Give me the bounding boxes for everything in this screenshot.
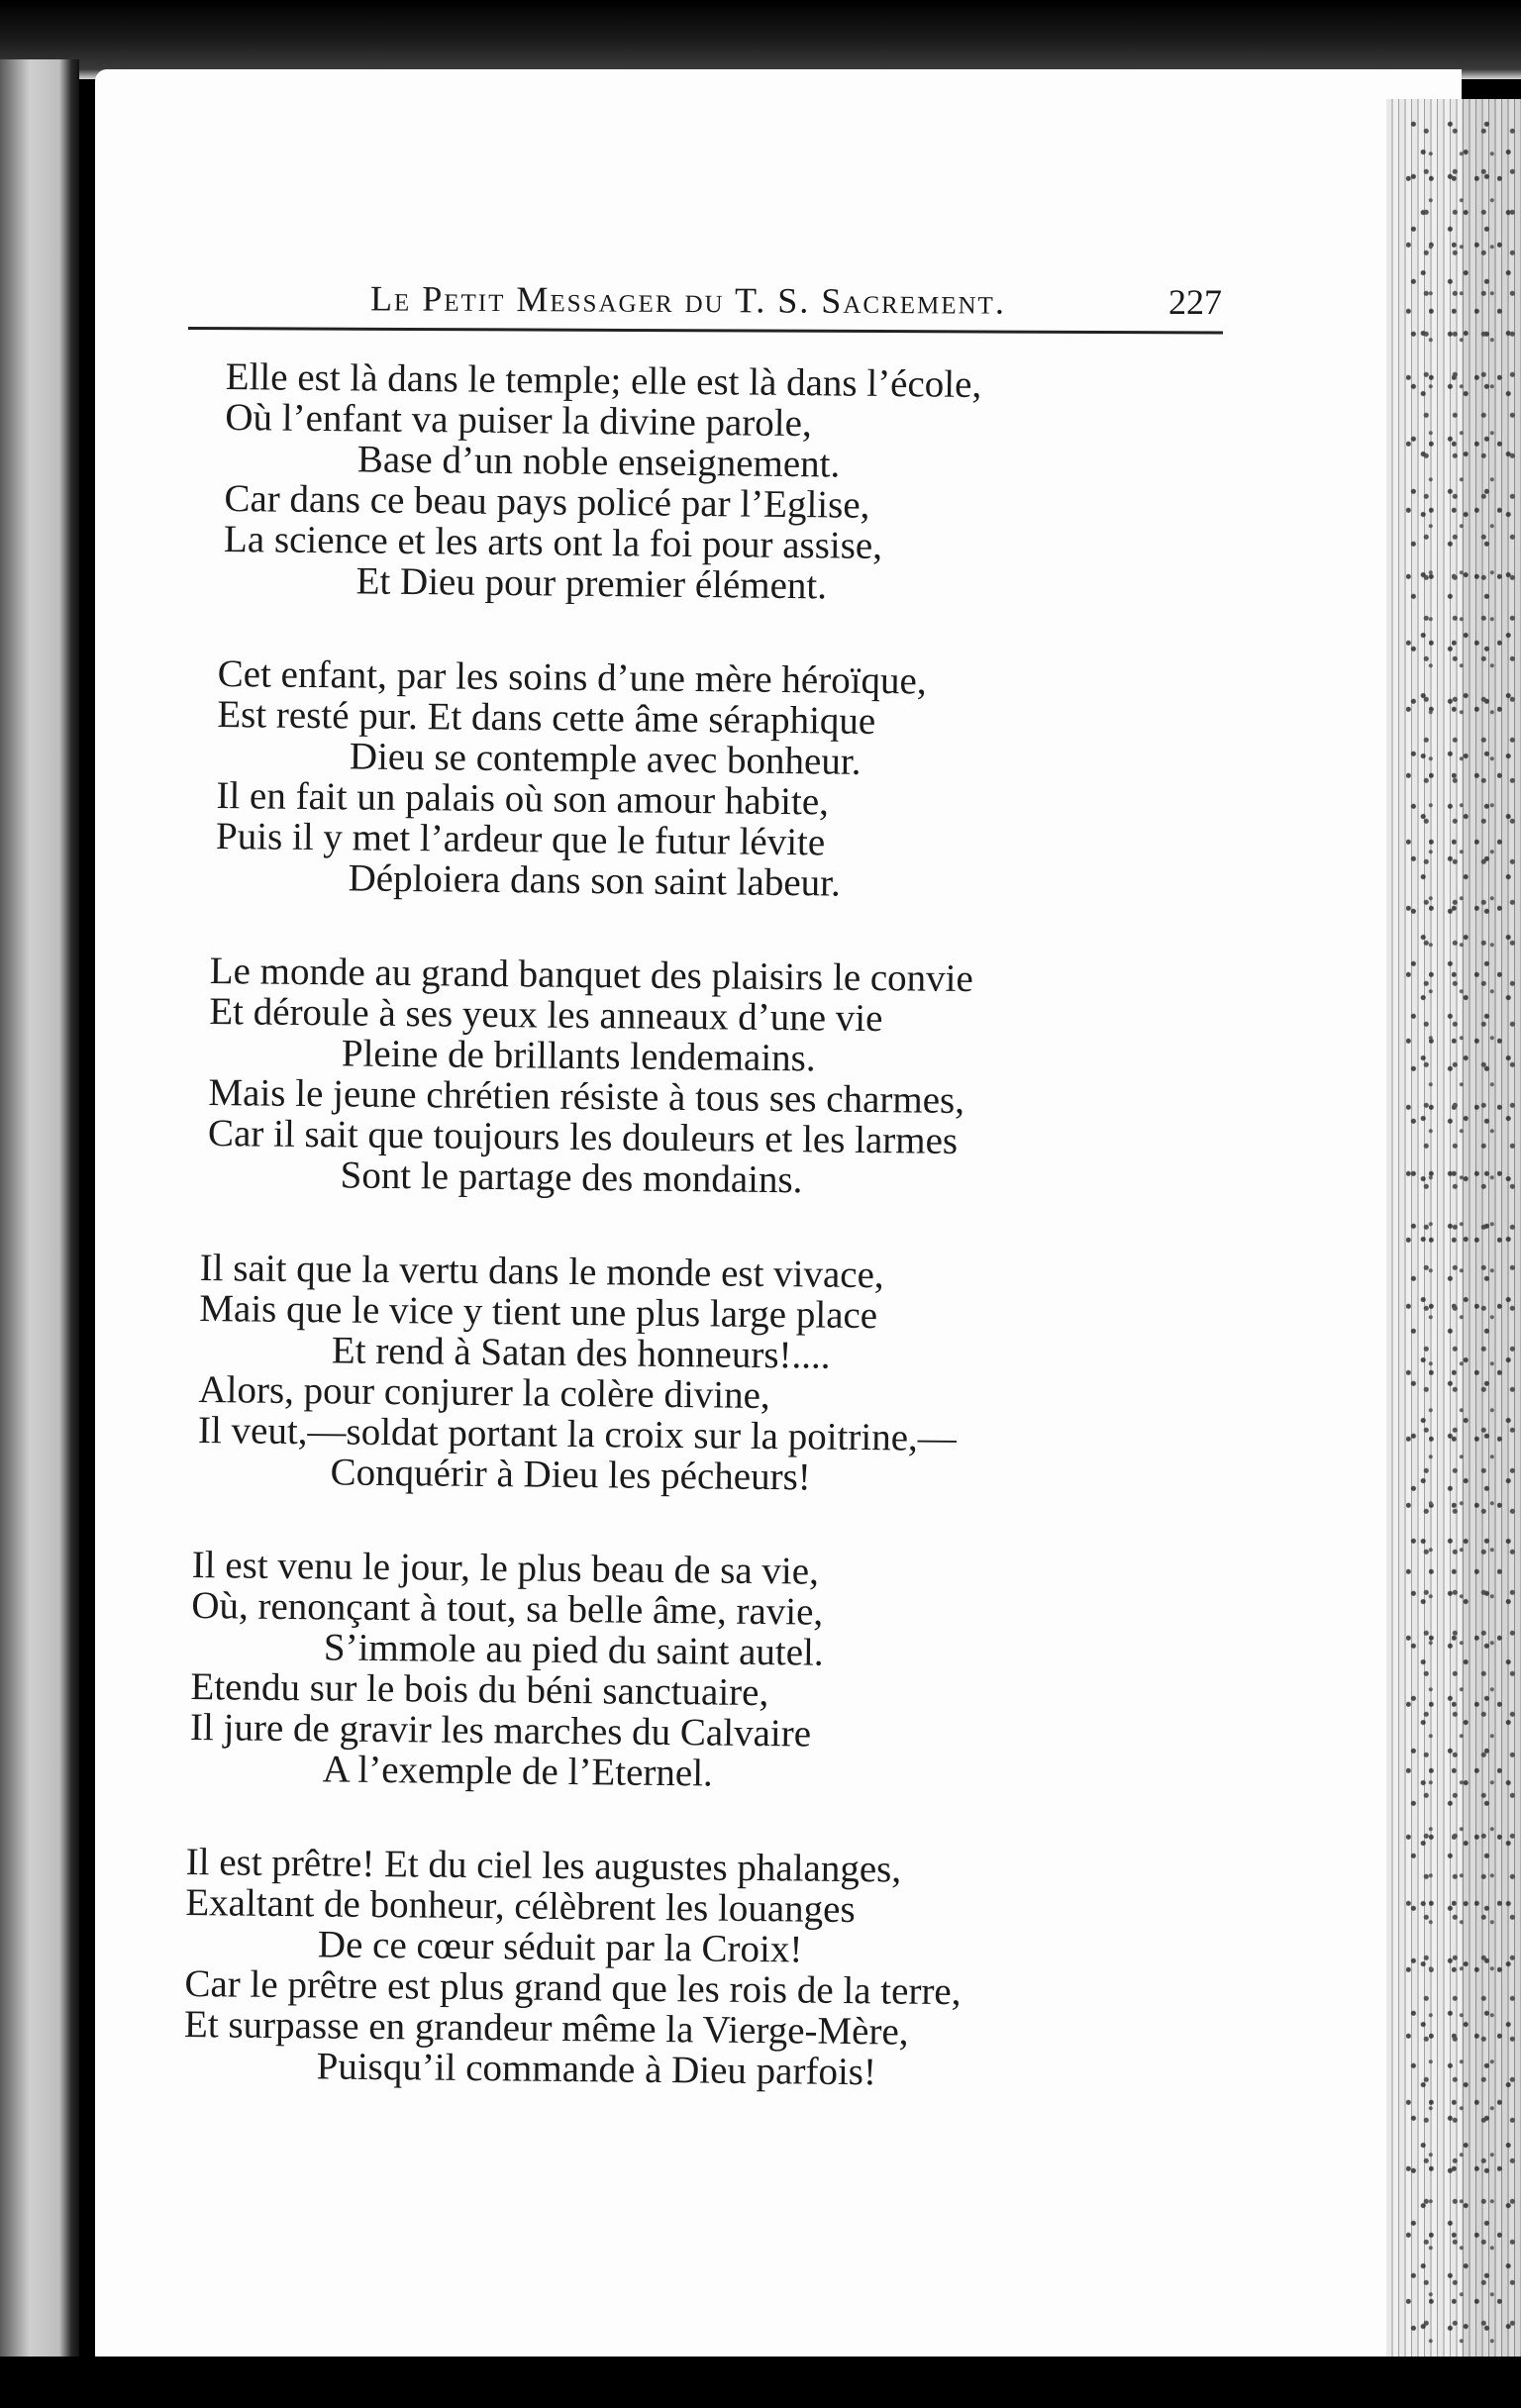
verse-line: Car le prêtre est plus grand que les rois de la terre, xyxy=(184,1961,962,2014)
verse-line: Car il sait que toujours les douleurs et les larmes xyxy=(207,1111,959,1162)
verse-line: Est resté pur. Et dans cette âme séraphique xyxy=(217,692,876,743)
verse-line: Base d’un noble enseignement. xyxy=(356,438,841,486)
running-title: Le Petit Messager du T. S. Sacrement. xyxy=(369,278,1006,322)
verse-line: Et rend à Satan des honneurs!.... xyxy=(331,1329,831,1377)
stanza xyxy=(215,653,1212,908)
verse-line: Puisqu’il commande à Dieu parfois! xyxy=(316,2045,877,2094)
verse-line: Mais que le vice y tient une plus large place xyxy=(199,1286,878,1338)
verse-line: Sont le partage des mondains. xyxy=(340,1154,803,1202)
verse-line: La science et les arts ont la foi pour assise, xyxy=(223,517,883,567)
verse-line: Il veut,—soldat portant la croix sur la poitrine,— xyxy=(197,1408,958,1460)
verse-line: Il est prêtre! Et du ciel les augustes phalanges, xyxy=(185,1841,902,1891)
header-rule xyxy=(188,327,1223,335)
stanza xyxy=(189,1545,1212,1799)
verse-line: Pleine de brillants lendemains. xyxy=(341,1032,816,1080)
verse-line: Et surpasse en grandeur même la Vierge-Mère, xyxy=(183,2002,909,2054)
scan-bottom-border xyxy=(0,2357,1521,2408)
verse-line: Déploiera dans son saint labeur. xyxy=(348,856,841,905)
page-edge-speckle xyxy=(1406,119,1515,2347)
verse-line: A l’exemple de l’Eternel. xyxy=(322,1748,714,1795)
verse-line: Où, renonçant à tout, sa belle âme, ravie, xyxy=(191,1583,824,1634)
verse-line: Dieu se contemple avec bonheur. xyxy=(349,735,862,783)
page-number: 227 xyxy=(1168,282,1222,322)
stanza xyxy=(223,356,1212,610)
verse-line: Conquérir à Dieu les pécheurs! xyxy=(330,1451,812,1499)
verse-line: Il en fait un palais où son amour habite, xyxy=(216,773,830,824)
verse-line: Le monde au grand banquet des plaisirs le convie xyxy=(209,950,974,1001)
verse-line: De ce cœur séduit par la Croix! xyxy=(317,1923,803,1971)
facing-page-edge xyxy=(0,59,79,2366)
verse-line: Et Dieu pour premier élément. xyxy=(355,559,828,608)
verse-line: S’immole au pied du saint autel. xyxy=(323,1626,824,1674)
verse-line: Et déroule à ses yeux les anneaux d’une vie xyxy=(209,989,883,1041)
verse-line: Où l’enfant va puiser la divine parole, xyxy=(225,395,812,446)
running-head xyxy=(188,279,1228,339)
verse-line: Il jure de gravir les marches du Calvaire xyxy=(189,1705,812,1756)
verse-line: Puis il y met l’ardeur que le futur lévite xyxy=(215,814,826,864)
verse-line: Etendu sur le bois du béni sanctuaire, xyxy=(190,1664,769,1715)
scan-top-border xyxy=(0,0,1521,79)
verse-line: Car dans ce beau pays policé par l’Eglise, xyxy=(224,476,870,527)
verse-line: Cet enfant, par les soins d’une mère héroïque, xyxy=(217,652,927,703)
verse-line: Il est venu le jour, le plus beau de sa vie, xyxy=(191,1544,820,1593)
poem xyxy=(182,356,1212,2139)
stanza xyxy=(183,1842,1212,2096)
verse-line: Alors, pour conjurer la colère divine, xyxy=(198,1367,770,1418)
verse-line: Mais le jeune chrétien résiste à tous ses charmes, xyxy=(208,1070,965,1122)
verse-line: Elle est là dans le temple; elle est là dans l’école, xyxy=(225,355,982,406)
stanza xyxy=(197,1248,1212,1502)
verse-line: Il sait que la vertu dans le monde est vivace, xyxy=(199,1247,884,1297)
verse-line: Exaltant de bonheur, célèbrent les louanges xyxy=(185,1880,856,1932)
stanza xyxy=(207,951,1212,1205)
